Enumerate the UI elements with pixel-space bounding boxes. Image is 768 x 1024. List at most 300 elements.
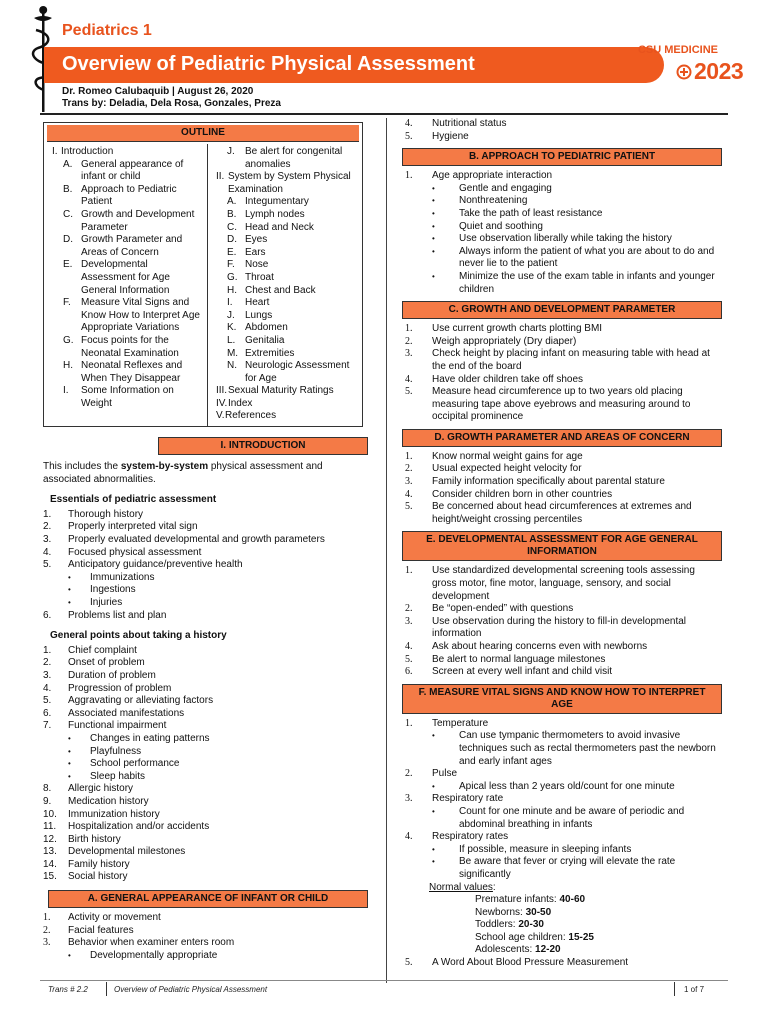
outline-marker: IV.	[215, 397, 228, 409]
outline-item	[216, 196, 358, 209]
outline-label: General appearance of infant or child	[81, 158, 184, 183]
outline-item	[52, 297, 203, 335]
outline-label: Genitalia	[244, 334, 285, 346]
list-text: Weigh appropriately (Dry diaper)	[432, 335, 577, 347]
list-text: Nonthreatening	[459, 195, 528, 207]
list-number: 4.	[405, 831, 413, 843]
list-item	[43, 783, 368, 796]
list-number: 1.	[43, 508, 52, 520]
outline-item	[216, 335, 358, 348]
intro-text-end: physical assessment and associated abnormalities.	[43, 461, 323, 485]
list-item	[405, 374, 722, 387]
bullet-item	[405, 781, 722, 794]
list-number: 2.	[405, 335, 413, 347]
normal-value: 40-60	[559, 894, 586, 906]
list-text: Be “open-ended” with questions	[432, 603, 574, 615]
outline-marker: M.	[226, 347, 239, 359]
outline-marker: K.	[226, 322, 237, 334]
outline-marker: B.	[63, 183, 73, 195]
left-column	[40, 118, 368, 962]
outline-marker: I.	[63, 385, 69, 397]
list-text: School performance	[90, 758, 180, 770]
list-item	[43, 547, 368, 560]
outline-label: Extremities	[244, 347, 295, 359]
list-item	[43, 683, 368, 696]
outline-label: Developmental Assessment for Age General Information	[81, 259, 170, 296]
list-item	[43, 695, 368, 708]
transcribers: Trans by: Deladia, Dela Rosa, Gonzales, Preza	[62, 98, 281, 109]
list-text: Be alert to normal language milestones	[432, 653, 606, 665]
list-item	[43, 937, 368, 950]
list-number: 13.	[43, 846, 57, 858]
outline-marker: L.	[226, 334, 236, 346]
outline-item	[216, 348, 358, 361]
list-item	[405, 718, 722, 731]
normal-values-list	[429, 894, 722, 957]
list-number: 3.	[43, 669, 52, 681]
list-item	[405, 616, 722, 641]
outline-item	[216, 272, 358, 285]
list-number: 5.	[405, 653, 413, 665]
bullet-item	[405, 271, 722, 296]
list-number: 15.	[43, 871, 57, 883]
list-text: Activity or movement	[68, 912, 161, 924]
outline-label: Throat	[244, 271, 274, 283]
normal-value-row	[429, 919, 722, 932]
list-item	[43, 521, 368, 534]
plus-circle-icon	[676, 64, 692, 80]
list-text: Birth history	[68, 833, 121, 845]
year-text: 2023	[694, 58, 744, 84]
list-text: Consider children born in other countries	[432, 488, 613, 500]
outline-item	[216, 385, 358, 398]
outline-item	[216, 322, 358, 335]
list-text: Pulse	[432, 768, 458, 780]
list-item	[43, 645, 368, 658]
list-item	[405, 501, 722, 526]
list-text: Use observation during the history to fill-in developmental information	[432, 615, 687, 640]
bullet-item	[405, 844, 722, 857]
list-item	[43, 534, 368, 547]
section-e-bar: E. DEVELOPMENTAL ASSESSMENT FOR AGE GENERAL INFORMATION	[402, 531, 722, 561]
outline-marker: I.	[52, 146, 58, 157]
list-text: Medication history	[68, 795, 149, 807]
bullet-icon: •	[432, 221, 435, 231]
list-text: Properly interpreted vital sign	[68, 521, 198, 533]
bullet-icon: •	[68, 950, 71, 960]
outline-marker: E.	[63, 259, 73, 271]
list-text: Family information specifically about parental stature	[432, 476, 665, 488]
outline-label: Some Information on Weight	[81, 385, 174, 409]
outline-marker: J.	[226, 146, 235, 157]
list-number: 4.	[405, 488, 413, 500]
list-item	[43, 708, 368, 721]
intro-paragraph	[43, 461, 368, 486]
list-number: 5.	[43, 559, 52, 571]
outline-right-column	[208, 144, 362, 426]
outline-marker: III.	[215, 385, 228, 397]
outline-marker: C.	[226, 221, 237, 233]
right-column	[402, 118, 722, 970]
outline-item	[52, 385, 203, 410]
list-item	[405, 348, 722, 373]
bullet-item	[43, 597, 368, 610]
outline-label: Integumentary	[244, 196, 309, 208]
footer-sep	[106, 982, 107, 996]
intro-bold: system-by-system	[120, 461, 209, 473]
outline-label: Focus points for the Neonatal Examination	[81, 334, 179, 359]
bullet-icon: •	[432, 806, 435, 816]
normal-value-label: Adolescents:	[475, 944, 536, 956]
list-item	[405, 476, 722, 489]
list-number: 5.	[405, 501, 413, 513]
list-number: 6.	[43, 707, 52, 719]
section-c-list	[405, 323, 722, 424]
section-c-bar: C. GROWTH AND DEVELOPMENT PARAMETER	[402, 301, 722, 319]
list-text: Check height by placing infant on measuring table with head at the end of the board	[432, 348, 710, 372]
list-text: Facial features	[68, 924, 134, 936]
list-item	[43, 509, 368, 522]
list-number: 3.	[405, 793, 413, 805]
section-f-bar: F. MEASURE VITAL SIGNS AND KNOW HOW TO INTERPRET AGE	[402, 684, 722, 714]
outline-label: Measure Vital Signs and Know How to Interpret Age Appropriate Variations	[81, 297, 200, 334]
normal-value-label: Toddlers:	[475, 919, 519, 931]
list-number: 5.	[43, 695, 52, 707]
list-text: Be aware that fever or crying will elevate the rate significantly	[459, 856, 676, 880]
outline-item	[216, 209, 358, 222]
list-number: 10.	[43, 808, 57, 820]
outline-label: Nose	[244, 259, 269, 271]
normal-value: 15-25	[568, 931, 594, 943]
list-number: 5.	[405, 386, 413, 398]
list-number: 4.	[405, 118, 413, 129]
list-text: Immunization history	[68, 808, 160, 820]
outline-marker: G.	[63, 334, 74, 346]
list-number: 1.	[405, 170, 413, 182]
list-number: 2.	[405, 603, 413, 615]
list-number: 14.	[43, 858, 57, 870]
list-text: Functional impairment	[68, 720, 167, 732]
list-text: Developmentally appropriate	[90, 949, 218, 961]
outline-item	[216, 410, 358, 423]
bullet-item	[405, 856, 722, 881]
list-number: 3.	[43, 937, 51, 949]
list-item	[43, 559, 368, 572]
outline-label: Lungs	[244, 309, 273, 321]
list-text: Have older children take off shoes	[432, 373, 584, 385]
list-text: Be concerned about head circumferences at extremes and height/weight crossing percentiles	[432, 501, 692, 525]
bullet-item	[405, 806, 722, 831]
outline-marker: I.	[226, 297, 233, 309]
list-item	[405, 323, 722, 336]
list-text: Onset of problem	[68, 657, 145, 669]
normal-values-title: Normal values	[429, 881, 493, 893]
bullet-item	[43, 771, 368, 784]
list-number: 5.	[405, 957, 413, 969]
outline-item	[216, 398, 358, 411]
outline-label: Index	[227, 397, 253, 409]
section-f-last	[405, 957, 722, 970]
list-item	[405, 654, 722, 667]
normal-values	[429, 882, 722, 958]
bullet-item	[405, 221, 722, 234]
list-text: Behavior when examiner enters room	[68, 937, 235, 949]
list-text: Always inform the patient of what you are about to do and never lie to the patient	[459, 245, 715, 270]
list-text: A Word About Blood Pressure Measurement	[432, 957, 629, 969]
bullet-icon: •	[432, 208, 435, 218]
bullet-item	[405, 195, 722, 208]
list-item	[43, 846, 368, 859]
footer-rule	[40, 980, 728, 981]
list-text: Playfulness	[90, 745, 142, 757]
list-number: 4.	[405, 641, 413, 652]
list-text: Allergic history	[68, 783, 134, 795]
section-e-list	[405, 565, 722, 678]
bullet-item	[43, 746, 368, 759]
footer-trans: Trans # 2.2	[48, 985, 88, 994]
bullet-icon: •	[68, 746, 71, 756]
bullet-list	[43, 950, 368, 963]
list-item	[405, 463, 722, 476]
list-text: Know normal weight gains for age	[432, 450, 583, 462]
normal-value: 20-30	[518, 919, 544, 931]
outline-marker: F.	[63, 297, 71, 309]
list-item	[405, 831, 722, 844]
list-number: 4.	[405, 373, 413, 385]
outline-label: Introduction	[61, 146, 114, 157]
normal-value-label: School age children:	[475, 931, 569, 943]
list-text: Duration of problem	[68, 669, 156, 681]
brand-label: CSU MEDICINE	[637, 44, 718, 56]
list-text: Changes in eating patterns	[90, 732, 210, 744]
bullet-list	[43, 572, 368, 610]
bullet-icon: •	[432, 844, 435, 854]
list-item	[43, 610, 368, 623]
list-text: Respiratory rate	[432, 793, 504, 805]
list-text: Apical less than 2 years old/count for one minute	[459, 780, 675, 792]
bullet-item	[43, 733, 368, 746]
outline-marker: C.	[63, 208, 73, 220]
list-number: 2.	[43, 657, 52, 669]
bullet-icon: •	[432, 246, 435, 256]
list-item	[405, 336, 722, 349]
normal-value: 30-50	[525, 906, 552, 918]
history-list	[43, 645, 368, 884]
list-text: Use observation liberally while taking the history	[459, 233, 672, 245]
bullet-list	[405, 844, 722, 882]
list-text: Aggravating or alleviating factors	[68, 695, 214, 707]
bullet-icon: •	[432, 781, 435, 791]
outline-marker: G.	[226, 271, 238, 283]
normal-value-row	[429, 894, 722, 907]
bullet-list	[405, 183, 722, 296]
outline-item	[52, 360, 203, 385]
list-text: Developmental milestones	[68, 846, 186, 858]
list-item	[43, 720, 368, 733]
list-number: 4.	[43, 682, 52, 694]
bullet-icon: •	[68, 733, 71, 743]
outline-item	[216, 171, 358, 196]
outline-item	[52, 159, 203, 184]
list-number: 2.	[43, 924, 51, 936]
outline-marker: F.	[226, 259, 235, 271]
list-number: 3.	[405, 476, 413, 488]
list-number: 11.	[43, 821, 57, 833]
normal-value-row	[429, 932, 722, 945]
bullet-item	[43, 950, 368, 963]
outline-label: Lymph nodes	[244, 208, 305, 220]
outline-marker: V.	[215, 410, 225, 422]
bullet-icon: •	[432, 731, 435, 741]
list-item	[405, 451, 722, 464]
essentials-list	[43, 509, 368, 622]
list-number: 2.	[43, 521, 52, 533]
list-number: 2.	[405, 768, 413, 780]
outline-item	[216, 285, 358, 298]
list-text: Respiratory rates	[432, 831, 509, 843]
list-text: Injuries	[90, 597, 123, 608]
list-number: 12.	[43, 833, 57, 845]
bullet-icon: •	[68, 771, 71, 781]
essentials-title: Essentials of pediatric assessment	[50, 494, 217, 506]
footer-sep	[674, 982, 675, 996]
outline-marker: H.	[63, 360, 73, 372]
list-text: Measure head circumference up to two years old placing measuring tape above eyebrows and measuring around to occipital prominence	[432, 386, 691, 423]
header-divider	[40, 113, 728, 115]
brand-year	[676, 58, 743, 85]
list-text: Social history	[68, 871, 128, 883]
bullet-icon: •	[432, 234, 435, 244]
list-number: 1.	[405, 565, 413, 577]
normal-value-label: Premature infants:	[475, 894, 560, 906]
outline-label: Growth and Development Parameter	[81, 208, 195, 233]
bullet-list	[405, 781, 722, 794]
list-text: Hospitalization and/or accidents	[68, 821, 210, 833]
section-a-list	[43, 912, 368, 962]
list-text: Associated manifestations	[68, 707, 185, 719]
section-d-bar: D. GROWTH PARAMETER AND AREAS OF CONCERN	[402, 429, 722, 447]
list-item	[43, 821, 368, 834]
list-item	[405, 170, 722, 183]
outline-label: System by System Physical Examination	[227, 171, 351, 195]
list-item	[43, 871, 368, 884]
normal-value: 12-20	[535, 944, 561, 956]
outline-marker: A.	[226, 196, 237, 208]
column-divider	[386, 118, 387, 983]
list-text: Usual expected height velocity for	[432, 463, 582, 475]
list-item	[405, 768, 722, 781]
outline-label: Eyes	[244, 234, 268, 246]
list-number: 3.	[405, 615, 413, 627]
outline-marker: D.	[226, 234, 237, 246]
bullet-list	[405, 806, 722, 831]
list-text: Temperature	[432, 717, 489, 729]
list-text: Sleep habits	[90, 770, 146, 782]
outline-label: Head and Neck	[244, 221, 314, 233]
outline-label: Neonatal Reflexes and When They Disappear	[81, 360, 183, 384]
list-item	[405, 666, 722, 679]
bullet-icon: •	[68, 572, 71, 582]
course-name: Pediatrics 1	[62, 22, 152, 39]
bullet-icon: •	[68, 585, 71, 595]
bullet-item	[405, 730, 722, 768]
list-text: Chief complaint	[68, 644, 137, 656]
outline-marker: J.	[226, 309, 235, 321]
list-text: Focused physical assessment	[68, 546, 202, 558]
bullet-icon: •	[432, 857, 435, 867]
outline-item	[52, 234, 203, 259]
list-text: Hygiene	[432, 130, 469, 142]
list-item	[405, 641, 722, 654]
outline-label: Be alert for congenital anomalies	[244, 146, 343, 170]
list-text: Minimize the use of the exam table in infants and younger children	[459, 270, 715, 295]
outline-box	[43, 122, 363, 427]
outline-item	[216, 234, 358, 247]
outline-marker: H.	[226, 284, 237, 296]
outline-label: Ears	[244, 246, 266, 258]
page-header	[0, 0, 768, 118]
list-text: Immunizations	[90, 571, 155, 583]
list-number: 1.	[43, 912, 51, 924]
history-title: General points about taking a history	[50, 630, 227, 642]
normal-value-label: Newborns:	[475, 906, 526, 918]
bullet-item	[43, 572, 368, 585]
outline-label: Heart	[244, 297, 270, 309]
list-number: 3.	[43, 534, 52, 546]
bullet-list	[405, 730, 722, 768]
list-text: Ask about hearing concerns even with newborns	[432, 641, 648, 652]
footer-doc-title: Overview of Pediatric Physical Assessment	[114, 985, 268, 994]
bullet-icon: •	[432, 183, 435, 193]
outline-marker: B.	[226, 208, 237, 220]
outline-label: Abdomen	[244, 322, 288, 334]
bullet-icon: •	[68, 598, 71, 607]
bullet-list	[43, 733, 368, 783]
list-number: 1.	[405, 717, 413, 729]
section-b-list	[405, 170, 722, 296]
page-title: Overview of Pediatric Physical Assessment	[62, 53, 475, 75]
outline-left-column	[44, 144, 208, 426]
outline-item	[216, 259, 358, 272]
list-text: Problems list and plan	[68, 609, 167, 621]
list-number: 7.	[43, 720, 52, 732]
page-footer	[40, 982, 728, 998]
list-text: Thorough history	[68, 508, 144, 520]
outline-item	[216, 247, 358, 260]
outline-item	[216, 146, 358, 171]
bullet-item	[405, 208, 722, 221]
outline-marker: E.	[226, 246, 237, 258]
section-b-bar: B. APPROACH TO PEDIATRIC PATIENT	[402, 148, 722, 166]
bullet-item	[405, 246, 722, 271]
lecturer-date: Dr. Romeo Calubaquib | August 26, 2020	[62, 86, 254, 97]
list-number: 2.	[405, 463, 413, 475]
list-text: Age appropriate interaction	[432, 170, 553, 182]
list-text: Family history	[68, 858, 130, 870]
intro-bar: I. INTRODUCTION	[158, 437, 368, 455]
outline-marker: D.	[63, 234, 73, 246]
list-item	[405, 386, 722, 424]
list-text: Screen at every well infant and child visit	[432, 666, 613, 678]
list-text: Nutritional status	[432, 118, 507, 129]
outline-label: Sexual Maturity Ratings	[227, 385, 334, 397]
list-item	[43, 912, 368, 925]
list-number: 1.	[405, 450, 413, 462]
section-a-continued	[405, 118, 722, 143]
list-text: Use standardized developmental screening tools assessing gross motor, fine motor, language, sensory, and social development	[432, 565, 695, 602]
list-number: 9.	[43, 795, 52, 807]
outline-label: Neurologic Assessment for Age	[244, 360, 350, 384]
